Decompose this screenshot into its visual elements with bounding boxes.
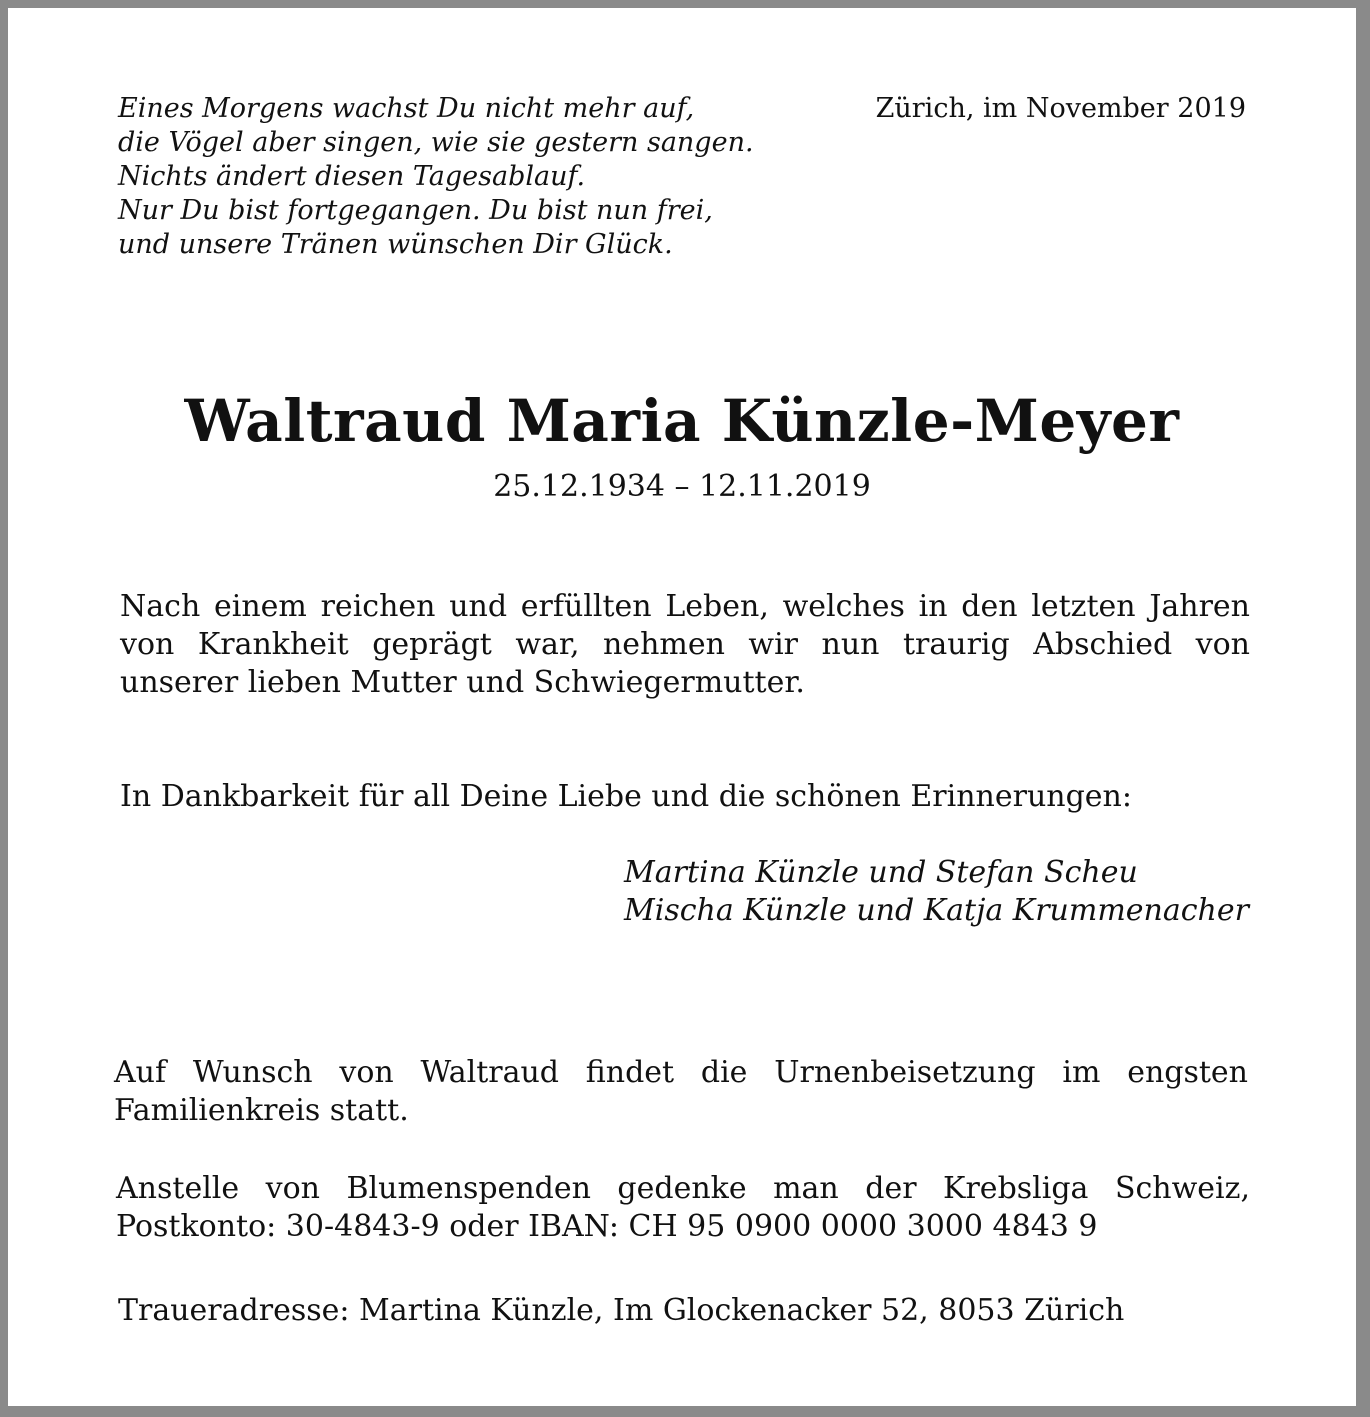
poem-line: die Vögel aber singen, wie sie gestern sangen. [118, 127, 754, 158]
poem [118, 92, 754, 262]
poem-line: Eines Morgens wachst Du nicht mehr auf, [118, 93, 695, 124]
mourning-address: Traueradresse: Martina Künzle, Im Glockenacker 52, 8053 Zürich [118, 1293, 1125, 1328]
burial-note: Auf Wunsch von Waltraud findet die Urnenbeisetzung im engsten Familienkreis statt. [114, 1055, 1248, 1128]
gratitude-line: In Dankbarkeit für all Deine Liebe und die schönen Erinnerungen: [120, 779, 1132, 814]
deceased-name: Waltraud Maria Künzle-Meyer [184, 387, 1180, 455]
poem-line: Nichts ändert diesen Tagesablauf. [118, 161, 586, 192]
obituary-page [8, 8, 1356, 1406]
poem-line: Nur Du bist fortgegangen. Du bist nun frei, [118, 195, 713, 226]
life-dates: 25.12.1934 – 12.11.2019 [493, 469, 871, 504]
signer-line: Mischa Künzle und Katja Krummenacher [624, 893, 1249, 928]
donation-note: Anstelle von Blumenspenden gedenke man der Krebsliga Schweiz, Postkonto: 30-4843-9 oder IBAN: CH 95 0900 0000 3000 4843 9 [116, 1171, 1250, 1244]
place-date: Zürich, im November 2019 [875, 93, 1246, 124]
signers [624, 854, 1249, 930]
farewell-text: Nach einem reichen und erfüllten Leben, welches in den letzten Jahren von Krankheit geprägt war, nehmen wir nun traurig Abschied von unserer lieben Mutter und Schwiegermutter. [120, 589, 1250, 700]
signer-line: Martina Künzle und Stefan Scheu [624, 855, 1138, 890]
poem-line: und unsere Tränen wünschen Dir Glück. [118, 229, 673, 260]
